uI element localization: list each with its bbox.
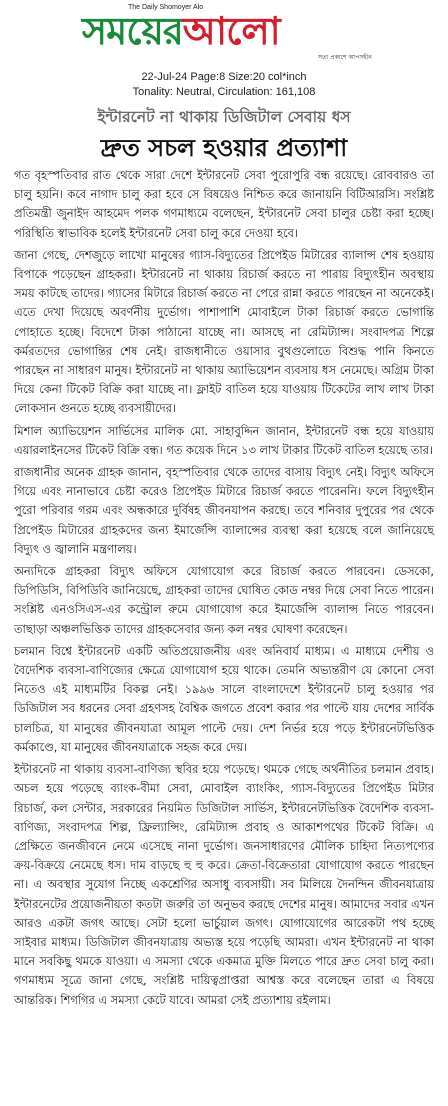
article-kicker: ইন্টারনেট না থাকায় ডিজিটাল সেবায় ধস xyxy=(97,108,351,126)
meta-line-tonality: Tonality: Neutral, Circulation: 161,108 xyxy=(132,86,316,98)
masthead xyxy=(0,0,448,62)
logo-word-1: সময়ের xyxy=(82,9,183,53)
article-paragraph: ইন্টারনেট না থাকায় ব্যবসা-বাণিজ্য স্থবির হয়ে পড়েছে। থমকে গেছে অর্থনীতির চলমান প্রবাহ। অচল হয়ে পড়েছে ব্যাংক-বীমা সেবা, মোবাইল ব্যাংকিং, গ্যাস-বিদ্যুতের প্রিপেইড মিটার রিচার্জ, কল সেন্টার, সরকারের নিয়মিত ডিজিটাল সার্ভিস, ইন্টারনেটভিত্তিক বৈদেশিক ব্যবসা-বাণিজ্য, সংবাদপত্র শিল্প, ফ্রিল্যান্সিং, রেমিট্যান্স প্রবাহ ও আকাশপথের টিকেট বিক্রি। এ প্রেক্ষিতে জনজীবনে নেমে এসেছে নানা দুর্ভোগ। জনসাধারণের মৌলিক চাহিদা নিত্যপণ্যের ক্রয়-বিক্রয়ে নেমেছে ধস। দাম বাড়ছে হু হু করে। ক্রেতা-বিক্রেতারা যোগাযোগ করতে পারছেন না। এ অবস্থার সুযোগ নিচ্ছে একশ্রেণির অসাধু ব্যবসায়ী। সব মিলিয়ে দৈনন্দিন জীবনযাত্রায় ইন্টারনেটের প্রয়োজনীয়তা কতটা জরুরি তা অনুভব করছে দেশের মানুষ। আমাদের সবার এখন আরও একটা জগৎ আছে। সেটা হলো ভার্চুয়াল জগৎ। যোগাযোগের আরেকটা পথ হচ্ছে সাইবার মাধ্যম। ডিজিটাল জীবনযাত্রায় অভ্যস্ত হয়ে পড়েছি আমরা। এখন ইন্টারনেট না থাকা মানে সবকিছু থমকে যাওয়া। এ সমস্যা থেকে একমাত্র মুক্তি মিলতে পারে দ্রুত সেবা চালু করা। গণমাধ্যম সূত্রে জানা গেছে, সংশ্লিষ্ট দায়িত্বপ্রাপ্তরা আশ্বস্ত করে বলেছেন তারা এ বিষয়ে আন্তরিক। শিগগির এ সমস্যা কেটে যাবে। আমরা সেই প্রত্যাশায় রইলাম। xyxy=(14,762,434,1007)
newspaper-logo xyxy=(82,10,372,52)
article-body xyxy=(14,166,434,1013)
masthead-tagline-en: The Daily Shomoyer Alo xyxy=(128,4,204,11)
article-headline: দ্রুত সচল হওয়ার প্রত্যাশা xyxy=(100,134,348,162)
article-paragraph: অন্যদিকে গ্রাহকরা বিদ্যুৎ অফিসে যোগাযোগ করে রিচার্জ করতে পারবেন। ডেসকো, ডিপিডিসি, বিপিডিবি জানিয়েছে, গ্রাহকরা তাদের ঘোষিত কোড নম্বর দিয়ে সেবা নিতে পারেন। সংশ্লিষ্ট এনওসিএস-এর কন্ট্রোল রুমে যোগাযোগ করে ইমার্জেন্সি ব্যালান্স নিতে পারবেন। তাছাড়া অঞ্চলভিত্তিক তাদের গ্রাহকসেবার জন্য কল নম্বর ঘোষণা করেছেন। xyxy=(14,564,434,636)
article-paragraph: চলমান বিশ্বে ইন্টারনেট একটি অতিপ্রয়োজনীয় এবং অনিবার্য মাধ্যম। এ মাধ্যমে দেশীয় ও বৈদেশিক ব্যবসা-বাণিজ্যের ক্ষেত্রে যোগাযোগ হয়ে থাকে। তেমনি অভ্যন্তরীণ যে কোনো সেবা নিতেও এই মাধ্যমটির বিকল্প নেই। ১৯৯৬ সালে বাংলাদেশে ইন্টারনেট চালু হওয়ার পর ডিজিটাল সব ধরনের সেবা গ্রহণসহ বৈশ্বিক জগতে প্রবেশ করার পর পাল্টে যায় দেশের সার্বিক চালচিত্র, যা মানুষের জীবনযাত্রা আমূল পাল্টে দেয়। দেশ নির্ভর হয়ে পড়ে ইন্টারনেটভিত্তিক কর্মকাণ্ডে, যা মানুষের জীবনযাত্রাকে সহজ করে দেয়। xyxy=(14,643,434,754)
logo-word-2: আলো xyxy=(182,9,280,53)
meta-line-page-size: 22-Jul-24 Page:8 Size:20 col*inch xyxy=(141,71,307,83)
headline-block xyxy=(0,106,448,164)
article-paragraph: রাজধানীর অনেক গ্রাহক জানান, বৃহস্পতিবার থেকে তাদের বাসায় বিদ্যুৎ নেই। বিদ্যুৎ অফিসে গিয়ে এবং নানাভাবে চেষ্টা করেও প্রিপেইড মিটারে রিচার্জ করতে পারেননি। ফলে বিদ্যুৎহীন পুরো পরিবার গরম এবং অন্ধকারে দুর্বিষহ জীবনযাপন করছে। তবে শনিবার দুপুরের পর থেকে প্রিপেইড মিটারের গ্রাহকদের জন্য ইমার্জেন্সি ব্যালান্সের ব্যবস্থা করা হয়েছে বলে জানিয়েছে বিদ্যুৎ ও জ্বালানি মন্ত্রণালয়। xyxy=(14,465,434,556)
article-paragraph: জানা গেছে, দেশজুড়ে লাখো মানুষের গ্যাস-বিদ্যুতের প্রিপেইড মিটারের ব্যালান্স শেষ হওয়ায় বিপাকে পড়েছেন গ্রাহকরা। ইন্টারনেট না থাকায় রিচার্জ করতে না পারায় বিদ্যুৎহীন অবস্থায় সময় কাটছে তাদের। গ্যাসের মিটারে রিচার্জ করতে না পেরে রান্না করতে পারছেন না অনেকেই। এতে দেখা দিয়েছে অবর্ণনীয় দুর্ভোগ। পাশাপাশি মোবাইলে টাকা রিচার্জ করতে ভোগান্তি পোহাতে হচ্ছে। বিদেশে টাকা পাঠানো যাচ্ছে না। আসছে না রেমিট্যান্স। সংবাদপত্র শিল্পে কর্মরতদের ভোগান্তির শেষ নেই। রাজধানীতে ওয়াসার বুথগুলোতে বিশুদ্ধ পানি কিনতে পারছেন না সাধারণ মানুষ। ইন্টারনেট না থাকায় অ্যাভিয়েশন ব্যবসায় ধস নেমেছে। অগ্রিম টাকা দিয়ে কেনা টিকেট বিক্রি করা যাচ্ছে না। ফ্লাইট বাতিল হয়ে যাওয়ায় টিকেটের লাখ লাখ টাকা লোকসান গুনতে হচ্ছে ব্যবসায়ীদের। xyxy=(14,247,434,416)
article-paragraph: মিশাল অ্যাভিয়েশন সার্ভিসের মালিক মো. সাহাবুদ্দিন জানান, ইন্টারনেট বন্ধ হয়ে যাওয়ায় এয়ারলাইনসের টিকেট বিক্রি বন্ধ। গত কয়েক দিনে ১৩ লাখ টাকার টিকেট বাতিল হয়েছে তার। xyxy=(14,423,434,457)
clipping-metadata xyxy=(0,70,448,100)
article-paragraph: গত বৃহস্পতিবার রাত থেকে সারা দেশে ইন্টারনেট সেবা পুরোপুরি বন্ধ রয়েছে। রোববারও তা চালু হয়নি। কবে নাগাদ চালু করা হবে সে বিষয়েও নিশ্চিত করে জানায়নি বিটিআরসি। সংশ্লিষ্ট প্রতিমন্ত্রী জুনাইদ আহমেদ পলক গণমাধ্যমে বলেছেন, ইন্টারনেট সেবা চালুর চেষ্টা করা হচ্ছে। পরিস্থিতি স্বাভাবিক হলেই ইন্টারনেট সেবা চালু করে দেওয়া হবে। xyxy=(14,168,434,240)
logo-subtitle: সত্য প্রকাশে আপসহীন xyxy=(318,54,372,61)
